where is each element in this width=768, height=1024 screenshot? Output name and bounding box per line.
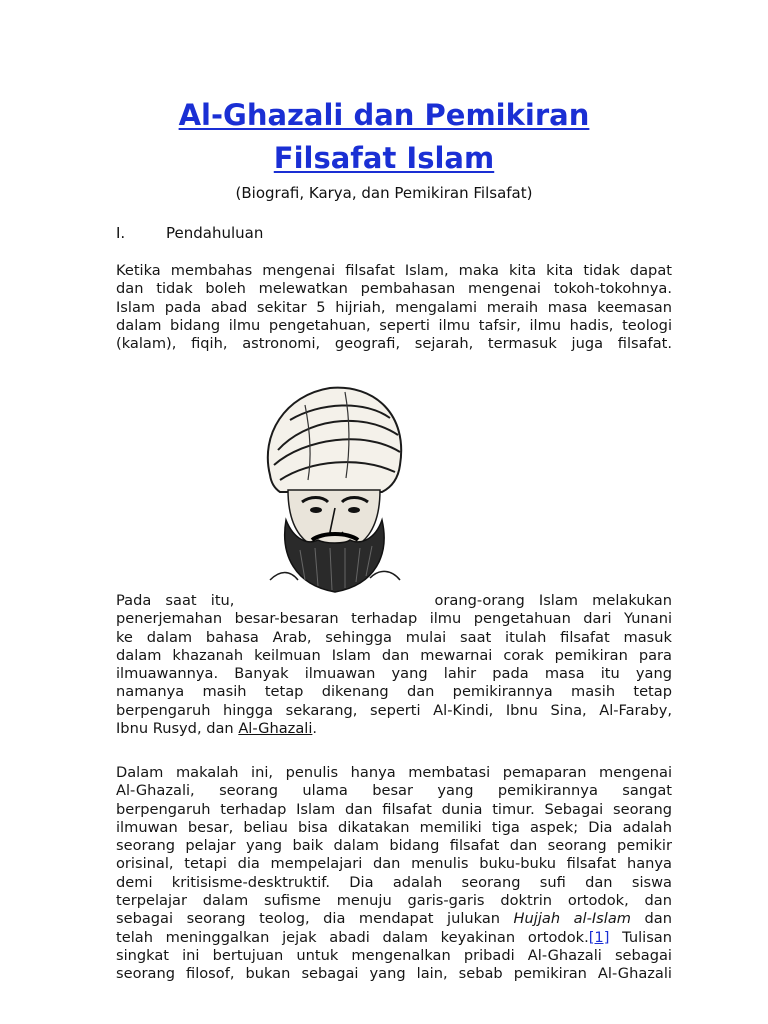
- paragraph-line: Islam pada abad sekitar 5 hijriah, mengalami meraih masa keemasan: [116, 298, 672, 316]
- hujjah-al-islam-term: Hujjah al-Islam: [513, 910, 631, 928]
- paragraph-line: [116, 910, 672, 928]
- title-line-1: Al-Ghazali dan Pemikiran: [178, 98, 590, 132]
- title-line-2: Filsafat Islam: [273, 141, 495, 175]
- paragraph-fragment: Ibnu Rusyd, dan: [116, 720, 239, 738]
- section-heading: [116, 224, 263, 242]
- paragraph-fragment: Tulisan: [609, 928, 672, 946]
- paragraph-line: dalam bidang ilmu pengetahuan, seperti ilmu tafsir, ilmu hadis, teologi: [116, 316, 672, 334]
- paragraph-line: namanya masih tetap dikenang dan pemikirannya masih tetap: [116, 683, 672, 701]
- paragraph-line: [116, 929, 672, 947]
- paragraph-line: seorang filosof, bukan sebagai yang lain, sebab pemikiran Al-Ghazali: [116, 965, 672, 983]
- footnote-1-link[interactable]: [1]: [588, 928, 610, 946]
- section-number: I.: [116, 224, 126, 242]
- paragraph-line: Ketika membahas mengenai filsafat Islam, maka kita kita tidak dapat: [116, 262, 672, 279]
- paragraph-line: seorang pelajar yang baik dalam bidang filsafat dan seorang pemikir: [116, 837, 672, 855]
- paragraph-line: orisinal, tetapi dia mempelajari dan menulis buku-buku filsafat hanya: [116, 855, 672, 873]
- paragraph-line: dan tidak boleh melewatkan pembahasan mengenai tokoh-tokohnya.: [116, 280, 672, 298]
- paragraph-line: ilmuwan besar, beliau bisa dikatakan memiliki tiga aspek; Dia adalah: [116, 818, 672, 836]
- paragraph-line: demi kritisisme-desktruktif. Dia adalah seorang sufi dan siswa: [116, 873, 672, 891]
- paragraph-intro: [116, 262, 672, 353]
- paragraph-line: (kalam), fiqih, astronomi, geografi, sejarah, termasuk juga filsafat.: [116, 335, 672, 353]
- document-title-link[interactable]: [114, 94, 654, 180]
- paragraph-line: Dalam makalah ini, penulis hanya membatasi pemaparan mengenai: [116, 764, 672, 781]
- paragraph-line: dalam khazanah keilmuan Islam dan mewarnai corak pemikiran para: [116, 646, 672, 664]
- paragraph-context: [116, 592, 672, 738]
- subtitle: (Biografi, Karya, dan Pemikiran Filsafat): [235, 184, 533, 202]
- al-ghazali-link[interactable]: Al-Ghazali: [238, 720, 313, 738]
- paragraph-line: penerjemahan besar-besaran terhadap ilmu pengetahuan dari Yunani: [116, 610, 672, 628]
- paragraph-line: berpengaruh terhadap Islam dan filsafat dunia timur. Sebagai seorang: [116, 800, 672, 818]
- paragraph-fragment: .: [312, 720, 318, 738]
- paragraph-fragment: dan: [631, 910, 672, 928]
- paragraph-fragment: Pada saat itu,: [116, 592, 235, 609]
- paragraph-scope: [116, 764, 672, 984]
- section-label: Pendahuluan: [166, 224, 264, 242]
- paragraph-line: singkat ini bertujuan untuk mengenalkan pribadi Al-Ghazali sebagai: [116, 946, 672, 964]
- paragraph-line: berpengaruh hingga sekarang, seperti Al-Kindi, Ibnu Sina, Al-Faraby,: [116, 701, 672, 719]
- paragraph-line: terpelajar dalam sufisme menuju garis-garis doktrin ortodok, dan: [116, 892, 672, 910]
- paragraph-fragment: sebagai seorang teolog, dia mendapat julukan: [116, 910, 514, 928]
- paragraph-fragment: telah meninggalkan jejak abadi dalam keyakinan ortodok.: [116, 928, 589, 946]
- paragraph-line: [116, 592, 672, 610]
- paragraph-line: ilmuawannya. Banyak ilmuawan yang lahir pada masa itu yang: [116, 665, 672, 683]
- paragraph-fragment: orang-orang Islam melakukan: [434, 592, 672, 609]
- al-ghazali-portrait-image: [250, 380, 415, 595]
- paragraph-line: ke dalam bahasa Arab, sehingga mulai saat itulah filsafat masuk: [116, 628, 672, 646]
- paragraph-line: Al-Ghazali, seorang ulama besar yang pemikirannya sangat: [116, 782, 672, 800]
- paragraph-line: [116, 720, 672, 738]
